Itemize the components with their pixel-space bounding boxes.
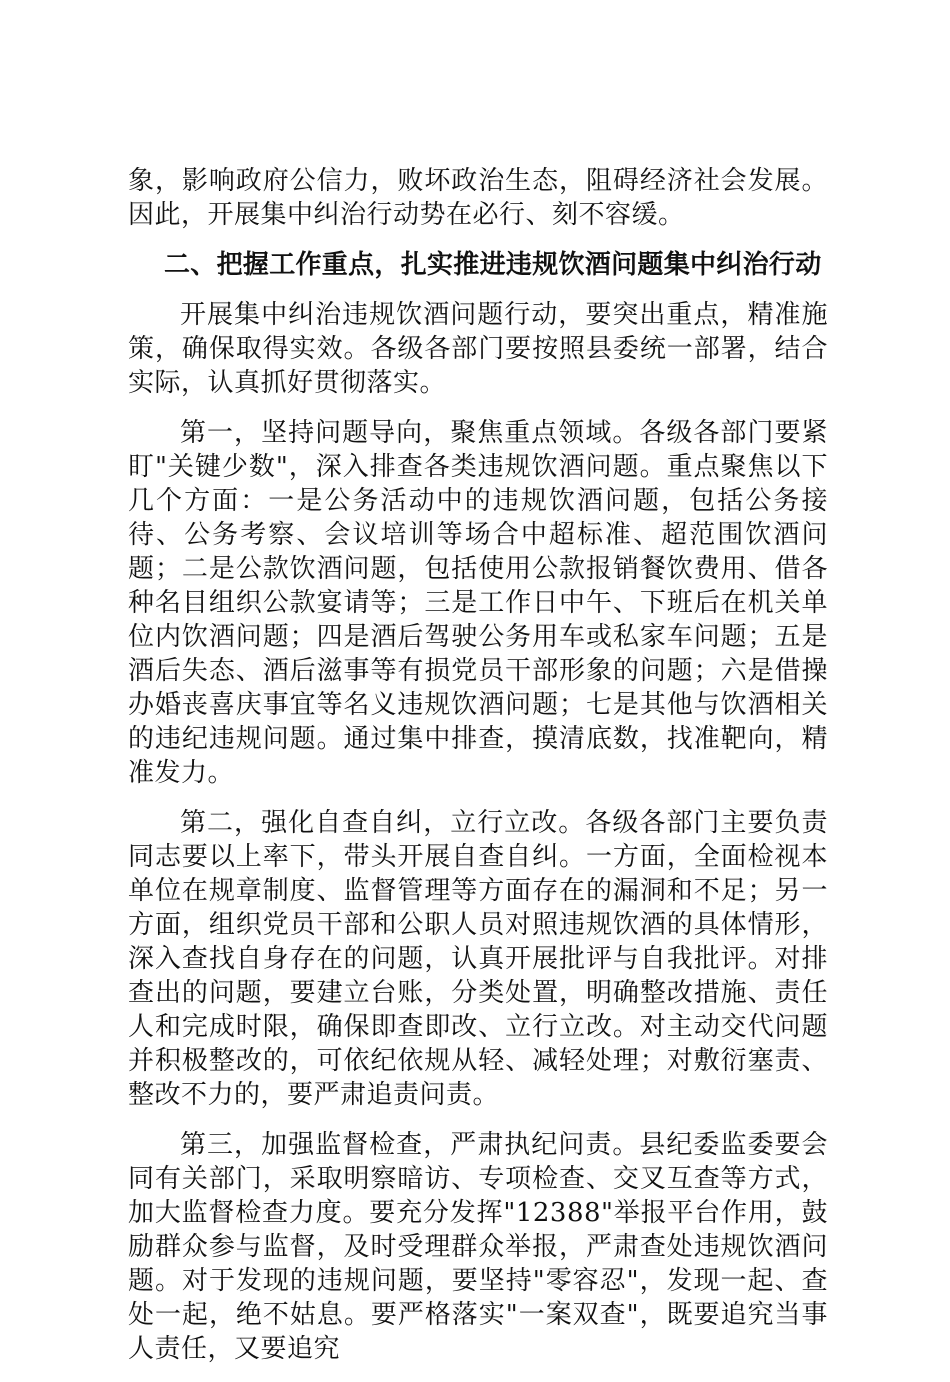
intro-paragraph: 开展集中纠治违规饮酒问题行动，要突出重点，精准施策，确保取得实效。各级各部门要按照县委统一部署，结合实际，认真抓好贯彻落实。: [128, 300, 828, 398]
point-three-paragraph: 第三，加强监督检查，严肃执纪问责。县纪委监委要会同有关部门，采取明察暗访、专项检查、交叉互查等方式，加大监督检查力度。要充分发挥"12388"举报平台作用，鼓励群众参与监督，及时受理群众举报，严肃查处违规饮酒问题。对于发现的违规问题，要坚持"零容忍"，发现一起、查处一起，绝不姑息。要严格落实"一案双查"，既要追究当事人责任，又要追究: [128, 1130, 828, 1364]
document-body: [128, 164, 828, 1382]
point-two-paragraph: 第二，强化自查自纠，立行立改。各级各部门主要负责同志要以上率下，带头开展自查自纠。一方面，全面检视本单位在规章制度、监督管理等方面存在的漏洞和不足；另一方面，组织党员干部和公职人员对照违规饮酒的具体情形，深入查找自身存在的问题，认真开展批评与自我批评。对排查出的问题，要建立台账，分类处置，明确整改措施、责任人和完成时限，确保即查即改、立行立改。对主动交代问题并积极整改的，可依纪依规从轻、减轻处理；对敷衍塞责、整改不力的，要严肃追责问责。: [128, 808, 828, 1110]
section-heading: 二、把握工作重点，扎实推进违规饮酒问题集中纠治行动: [164, 250, 822, 280]
continuation-paragraph: 象，影响政府公信力，败坏政治生态，阻碍经济社会发展。因此，开展集中纠治行动势在必行、刻不容缓。: [128, 166, 828, 230]
point-one-paragraph: 第一，坚持问题导向，聚焦重点领域。各级各部门要紧盯"关键少数"，深入排查各类违规饮酒问题。重点聚焦以下几个方面：一是公务活动中的违规饮酒问题，包括公务接待、公务考察、会议培训等场合中超标准、超范围饮酒问题；二是公款饮酒问题，包括使用公款报销餐饮费用、借各种名目组织公款宴请等；三是工作日中午、下班后在机关单位内饮酒问题；四是酒后驾驶公务用车或私家车问题；五是酒后失态、酒后滋事等有损党员干部形象的问题；六是借操办婚丧喜庆事宜等名义违规饮酒问题；七是其他与饮酒相关的违纪违规问题。通过集中排查，摸清底数，找准靶向，精准发力。: [128, 418, 828, 788]
